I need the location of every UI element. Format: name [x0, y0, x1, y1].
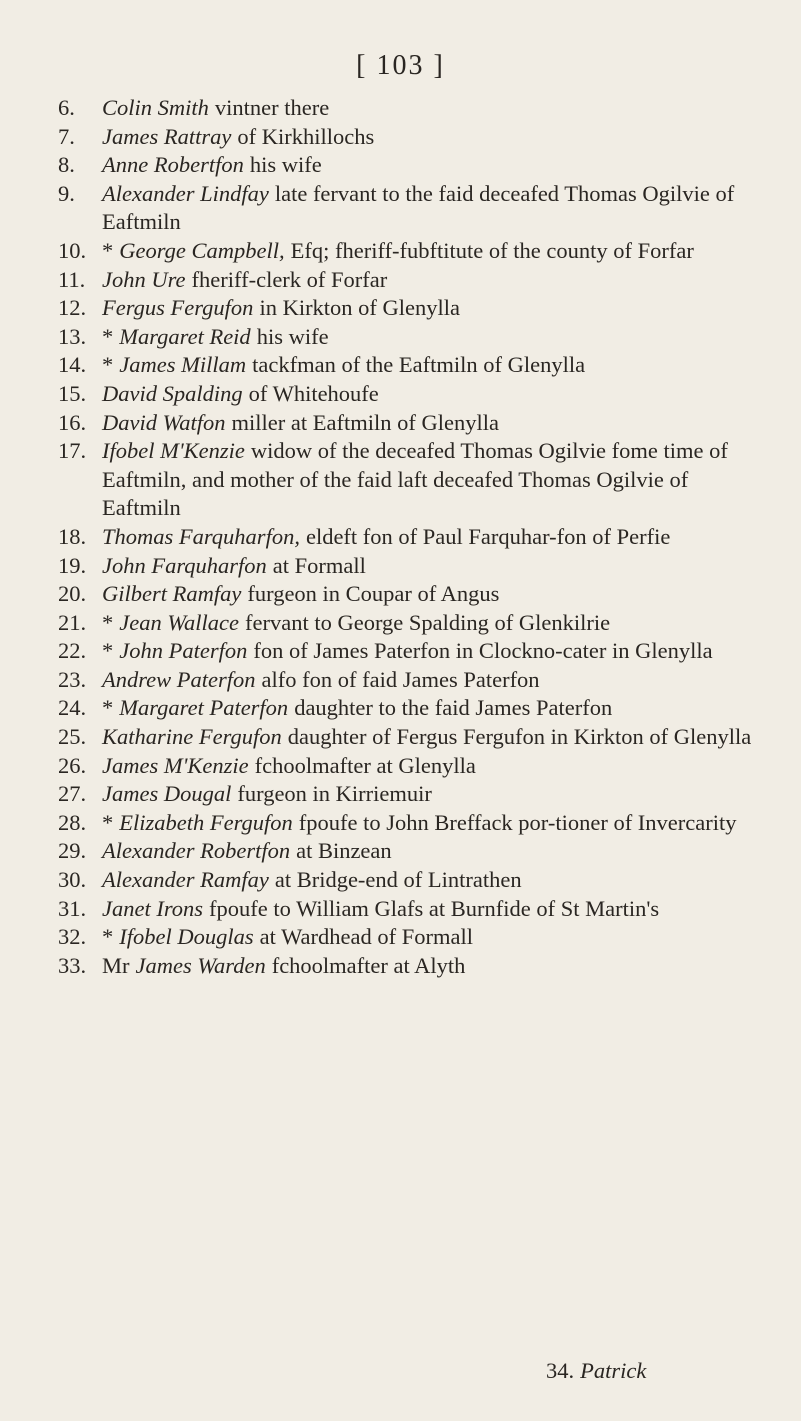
person-name: Alexander Ramfay	[102, 867, 269, 893]
person-name: Elizabeth Fergufon	[119, 809, 293, 835]
entry-text	[102, 409, 758, 438]
entry-number: 18.	[58, 523, 87, 549]
person-name: Anne Robertfon	[102, 152, 244, 178]
entry-text	[102, 294, 758, 323]
entry-text	[102, 637, 758, 666]
person-description: fpoufe to William Glafs at Burnfide of St Martin's	[209, 895, 660, 921]
entry-text	[102, 123, 758, 152]
entry-text	[102, 552, 758, 581]
list-item	[58, 609, 758, 638]
entry-number: 13.	[58, 323, 87, 349]
person-description: tackfman of the Eaftmiln of Glenylla	[252, 352, 586, 378]
person-name: Ifobel Douglas	[119, 924, 254, 950]
entry-number: 14.	[58, 352, 87, 378]
person-name: Alexander Lindfay	[102, 180, 269, 206]
entry-number: 21.	[58, 609, 87, 635]
person-description: vintner there	[214, 95, 330, 120]
entry-number: 32.	[58, 924, 87, 950]
entry-text	[102, 437, 758, 523]
person-description: eldeft fon of Paul Farquhar-fon of Perfie	[305, 523, 671, 549]
witness-list	[58, 94, 758, 980]
list-item	[58, 552, 758, 581]
person-description: fpoufe to John Breffack por-tioner of Invercarity	[298, 809, 737, 835]
asterisk-mark: *	[102, 695, 114, 721]
entry-text	[102, 380, 758, 409]
list-item	[58, 952, 758, 981]
person-name: Ifobel M'Kenzie	[102, 438, 245, 464]
list-item	[58, 780, 758, 809]
person-description: his wife	[249, 152, 322, 178]
list-item	[58, 866, 758, 895]
list-item	[58, 94, 758, 123]
person-description: at Formall	[272, 552, 366, 578]
entry-number: 6.	[58, 95, 75, 120]
entry-number: 31.	[58, 895, 87, 921]
person-description: furgeon in Coupar of Angus	[247, 581, 500, 607]
list-item	[58, 809, 758, 838]
entry-text	[102, 837, 758, 866]
person-name: James Dougal	[102, 781, 232, 807]
entry-text	[102, 866, 758, 895]
entry-text	[102, 723, 758, 752]
entry-text	[102, 580, 758, 609]
person-description: at Binzean	[296, 838, 392, 864]
list-item	[58, 723, 758, 752]
list-item	[58, 437, 758, 523]
person-description: at Wardhead of Formall	[259, 924, 473, 950]
list-item	[58, 237, 758, 266]
person-description: fervant to George Spalding of Glenkilrie	[245, 609, 611, 635]
person-name: Janet Irons	[102, 895, 204, 921]
entry-text	[102, 895, 758, 924]
person-description: daughter to the faid James Paterfon	[294, 695, 613, 721]
list-item	[58, 180, 758, 237]
list-item	[58, 294, 758, 323]
entry-title-prefix: Mr	[102, 952, 130, 978]
entry-text	[102, 666, 758, 695]
person-name: John Paterfon	[119, 638, 248, 664]
list-item	[58, 637, 758, 666]
person-name: James M'Kenzie	[102, 752, 249, 778]
person-name: Gilbert Ramfay	[102, 581, 242, 607]
entry-number: 30.	[58, 867, 87, 893]
entry-number: 25.	[58, 724, 87, 750]
entry-text	[102, 609, 758, 638]
list-item	[58, 151, 758, 180]
list-item	[58, 523, 758, 552]
person-name: James Rattray	[102, 123, 232, 149]
person-name: John Ure	[102, 266, 186, 292]
person-description: furgeon in Kirriemuir	[237, 781, 432, 807]
asterisk-mark: *	[102, 352, 114, 378]
person-name: James Millam	[119, 352, 247, 378]
asterisk-mark: *	[102, 323, 114, 349]
entry-text	[102, 809, 758, 838]
person-description: of Kirkhillochs	[237, 123, 375, 149]
entry-number: 19.	[58, 552, 87, 578]
entry-text	[102, 266, 758, 295]
catchword	[546, 1358, 646, 1384]
entry-text	[102, 94, 758, 123]
person-description: daughter of Fergus Fergufon in Kirkton of Glenylla	[287, 724, 752, 750]
entry-number: 33.	[58, 952, 87, 978]
catchword-word: Patrick	[580, 1358, 647, 1383]
entry-number: 9.	[58, 180, 75, 206]
asterisk-mark: *	[102, 924, 114, 950]
page-number: [ 103 ]	[356, 50, 445, 81]
person-name: David Spalding	[102, 380, 243, 406]
person-description: late fervant to the faid deceafed Thomas Ogilvie of Eaftmiln	[102, 180, 735, 235]
person-description: at Bridge-end of Lintrathen	[274, 867, 522, 893]
person-description: fheriff-clerk of Forfar	[191, 266, 388, 292]
person-name: Fergus Fergufon	[102, 295, 254, 321]
entry-text	[102, 151, 758, 180]
list-item	[58, 409, 758, 438]
entry-number: 11.	[58, 266, 86, 292]
list-item	[58, 351, 758, 380]
person-description: fchoolmafter at Glenylla	[254, 752, 476, 778]
person-description: fon of James Paterfon in Clockno-cater in Glenylla	[253, 638, 713, 664]
entry-text	[102, 237, 758, 266]
entry-text	[102, 323, 758, 352]
entry-number: 26.	[58, 752, 87, 778]
entry-text	[102, 694, 758, 723]
entry-text	[102, 923, 758, 952]
entry-number: 8.	[58, 152, 75, 178]
list-item	[58, 694, 758, 723]
asterisk-mark: *	[102, 609, 114, 635]
entry-number: 22.	[58, 638, 87, 664]
entry-number: 15.	[58, 380, 87, 406]
entry-text	[102, 752, 758, 781]
entry-number: 28.	[58, 809, 87, 835]
entry-text	[102, 952, 758, 981]
person-name: Jean Wallace	[119, 609, 240, 635]
person-name: Margaret Paterfon	[119, 695, 289, 721]
entry-number: 7.	[58, 123, 75, 149]
person-description: Efq; fheriff-fubftitute of the county of Forfar	[290, 237, 694, 263]
asterisk-mark: *	[102, 237, 114, 263]
person-description: miller at Eaftmiln of Glenylla	[231, 409, 499, 435]
entry-number: 20.	[58, 581, 87, 607]
person-name: James Warden	[135, 952, 266, 978]
person-name: Alexander Robertfon	[102, 838, 291, 864]
person-name: Katharine Fergufon	[102, 724, 282, 750]
list-item	[58, 837, 758, 866]
person-name: John Farquharfon	[102, 552, 267, 578]
person-description: alfo fon of faid James Paterfon	[261, 666, 540, 692]
person-description: fchoolmafter at Alyth	[271, 952, 466, 978]
list-item	[58, 123, 758, 152]
person-name: George Campbell,	[119, 237, 285, 263]
person-name: David Watfon	[102, 409, 226, 435]
person-description: his wife	[256, 323, 329, 349]
list-item	[58, 380, 758, 409]
list-item	[58, 266, 758, 295]
person-name: Colin Smith	[102, 95, 209, 120]
entry-number: 27.	[58, 781, 87, 807]
asterisk-mark: *	[102, 638, 114, 664]
entry-number: 12.	[58, 295, 87, 321]
entry-number: 23.	[58, 666, 87, 692]
list-item	[58, 323, 758, 352]
person-name: Andrew Paterfon	[102, 666, 256, 692]
entry-number: 16.	[58, 409, 87, 435]
person-description: widow of the deceafed Thomas Ogilvie fome time of Eaftmiln, and mother of the faid laft deceafed Thomas Ogilvie of Eaftmiln	[102, 438, 728, 521]
list-item	[58, 895, 758, 924]
entry-text	[102, 180, 758, 237]
list-item	[58, 666, 758, 695]
person-description: in Kirkton of Glenylla	[259, 295, 461, 321]
list-item	[58, 580, 758, 609]
entry-text	[102, 351, 758, 380]
asterisk-mark: *	[102, 809, 114, 835]
person-description: of Whitehoufe	[248, 380, 379, 406]
entry-number: 17.	[58, 438, 87, 464]
entry-number: 29.	[58, 838, 87, 864]
person-name: Margaret Reid	[119, 323, 251, 349]
person-name: Thomas Farquharfon,	[102, 523, 300, 549]
entry-text	[102, 523, 758, 552]
entry-number: 10.	[58, 237, 87, 263]
entry-number: 24.	[58, 695, 87, 721]
list-item	[58, 752, 758, 781]
entry-text	[102, 780, 758, 809]
list-item	[58, 923, 758, 952]
catchword-number: 34.	[546, 1358, 575, 1383]
